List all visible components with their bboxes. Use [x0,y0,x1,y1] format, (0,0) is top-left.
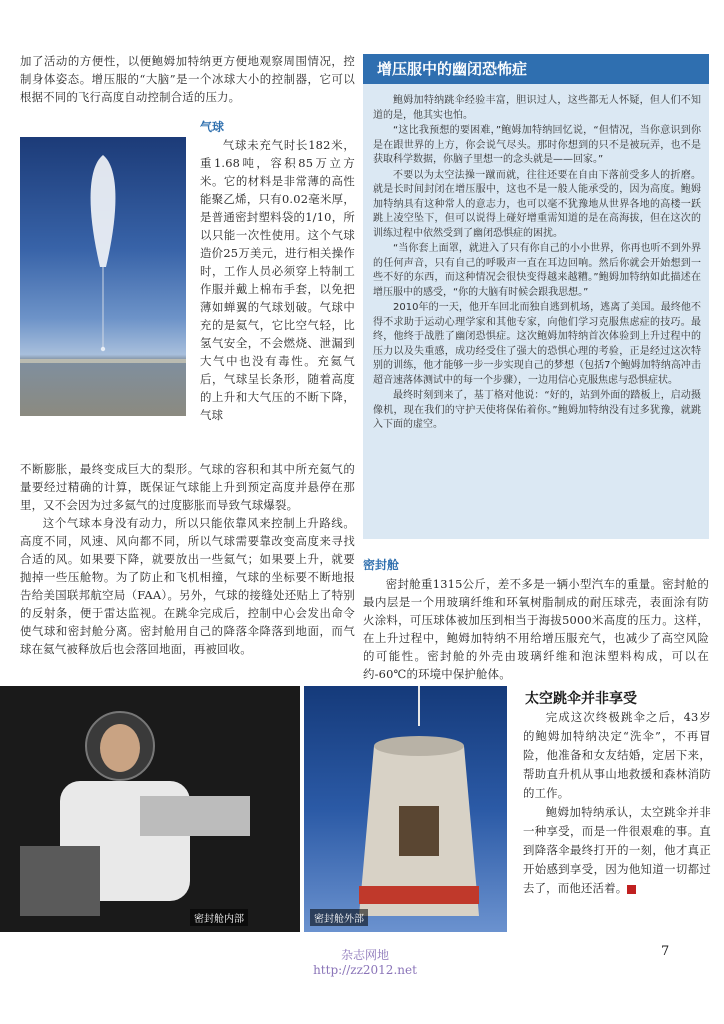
sidebar-paragraph: “当你套上面罩，就进入了只有你自己的小小世界，你再也听不到外界的任何声音，只有自己的呼吸声一直在耳边回响。然后你就会开始想到一些不好的东西，而这种情况会很快变得越来越糟。”鲍姆加特纳如此描述在增压服中的感受，“你的大脑有时候会跟我思想。” [373,243,701,298]
astronaut-illustration [0,686,300,932]
jump-paragraph-2: 鲍姆加特纳承认，太空跳伞并非一种享受，而是一件很艰难的事。直到降落伞最终打开的一刻，他才真正开始感到享受，因为他知道一切都过去了，而他还活着。 [523,805,711,895]
sidebar-paragraph: “这比我预想的要困难，”鲍姆加特纳回忆说，“但情况，当你意识到你是在跟世界的上方，你会说气尽头。那时你想到的只不是被玩弄，也不是获取科学数据，你脑子里想一的念头就是——回家。” [373,125,701,165]
left-photo-caption: 密封舱内部 [190,909,248,926]
jump-text [523,708,711,898]
capsule-interior-photo [0,686,300,932]
watermark-url: http://zz2012.net [313,963,417,977]
capsule-heading: 密封舱 [363,558,400,572]
capsule-text [363,575,709,683]
capsule-illustration [304,686,507,932]
jump-paragraph-1: 完成这次终极跳伞之后，43岁的鲍姆加特纳决定“洗伞”，不再冒险，他准备和女友结婚，定居下来，帮助直升机从事山地救援和森林消防的工作。 [523,710,711,800]
watermark-title: 杂志网地 [340,948,389,962]
sidebar-paragraph: 最终时刻到来了，基丁格对他说：“好的，站到外面的踏板上，启动摄像机，现在我们的守护天使将保佑着你。”鲍姆加特纳没有过多犹豫，就跳入下面的虚空。 [373,390,701,430]
jump-heading: 太空跳伞并非享受 [525,691,637,707]
page-number: 7 [661,944,670,959]
balloon-col-paragraph: 气球未充气时长182米，重1.68吨，容积85万立方米。它的材料是非常薄的高性能聚乙烯，只有0.02毫米厚，是普通密封塑料袋的1/10，所以只能一次性使用。这个气球造价25万美元，进行相关操作时，工作人员必须穿上特制工作服并戴上棉布手套，以免把薄如蝉翼的气球划破。气球中充的是氦气，它比空气轻，比氢气安全，不会燃烧、泄漏到大气中也没有毒性。充氦气后，气球呈长条形，随着高度的上升和大气压的不断下降，气球 [200,138,355,422]
balloon-column-text [200,136,355,424]
balloon-heading: 气球 [200,120,225,134]
sidebar-paragraph: 不要以为太空法操一蹴而就，往往还要在自由下落前受多人的折磨。就是长时间封闭在增压服中，这也不是一般人能承受的，因为高度。鲍姆加特纳具有这种常人的意志力，也可以毫不犹豫地从世界各地的高楼一跃跳上凌空坠下，但可以说得上碰好增重需知道的是在高海拔，但在这次的训练过程中依然受到了幽闭恐惧症的困扰。 [373,169,701,239]
balloon-paragraph-2: 这个气球本身没有动力，所以只能依靠风来控制上升路线。高度不同，风速、风向都不同，所以气球需要靠改变高度来寻找合适的风。如果要下降，就要放出一些氦气；如果要上升，就要抛掉一些压舱物。为了防止和飞机相撞，气球的坐标要不断地报告给美国联邦航空局（FAA）。另外，气球的接缝处还贴上了特别的反射条，便于雷达监视。在跳伞完成后，控制中心会发出命令使气球和密封舱分离。密封舱用自己的降落伞降落到地面，而气球在氦气被释放后也会落回地面，再被回收。 [20,516,355,656]
claustrophobia-sidebar [363,54,709,539]
balloon-paragraph-1: 不断膨胀，最终变成巨大的梨形。气球的容积和其中所充氦气的量要经过精确的计算，既保证气球能上升到预定高度并悬停在那里，又不会因为过多氦气的过度膨胀而导致气球爆裂。 [20,462,355,512]
capsule-paragraph: 密封舱重1315公斤，差不多是一辆小型汽车的重量。密封舱的最内层是一个用玻璃纤维和环氧树脂制成的耐压球壳，表面涂有防火涂料，可压球体被加压到相当于海拔5000米高度的压力。这样，在上升过程中，鲍姆加特纳不用给增压服充气，也减少了高空风险的可能性。密封舱的外壳由玻璃纤维和泡沫塑料构成，可以在约-60℃的环境中保护舱体。 [363,577,709,681]
end-mark-icon [627,885,636,894]
sidebar-title: 增压服中的幽闭恐怖症 [363,54,709,84]
intro-text: 加了活动的方便性，以便鲍姆加特纳更方便地观察周围情况，控制身体姿态。增压服的“大脑”是一个冰球大小的控制器，它可以根据不同的飞行高度自动控制合适的压力。 [20,54,355,104]
watermark [290,948,440,978]
sidebar-body [373,94,701,434]
balloon-full-text [20,460,355,658]
intro-paragraph [20,52,355,106]
balloon-photo [20,137,186,416]
sidebar-paragraph: 2010年的一天，他开车回北而独自逃到机场，逃离了美国。最终他不得不求助于运动心理学家和其他专家，向他们学习克服焦虑症的技巧。最终，他终于战胜了幽闭恐惧症。这次鲍姆加特纳首次体验到上升过程中的压力以及失重感，成功经受住了强大的恐惧心理的考验，正是经过这次特别的训练，他才能够一步一步实现自己的梦想（包括7个鲍姆加特纳高冲击超音速落体测试中的每一个步骤），一边用信心克服焦虑与恐惧症状。 [373,302,701,386]
right-photo-caption: 密封舱外部 [310,909,368,926]
sidebar-paragraph: 鲍姆加特纳跳伞经验丰富，胆识过人，这些都无人怀疑，但人们不知道的是，他其实也怕。 [373,95,701,121]
capsule-exterior-photo [304,686,507,932]
balloon-illustration [20,137,186,416]
